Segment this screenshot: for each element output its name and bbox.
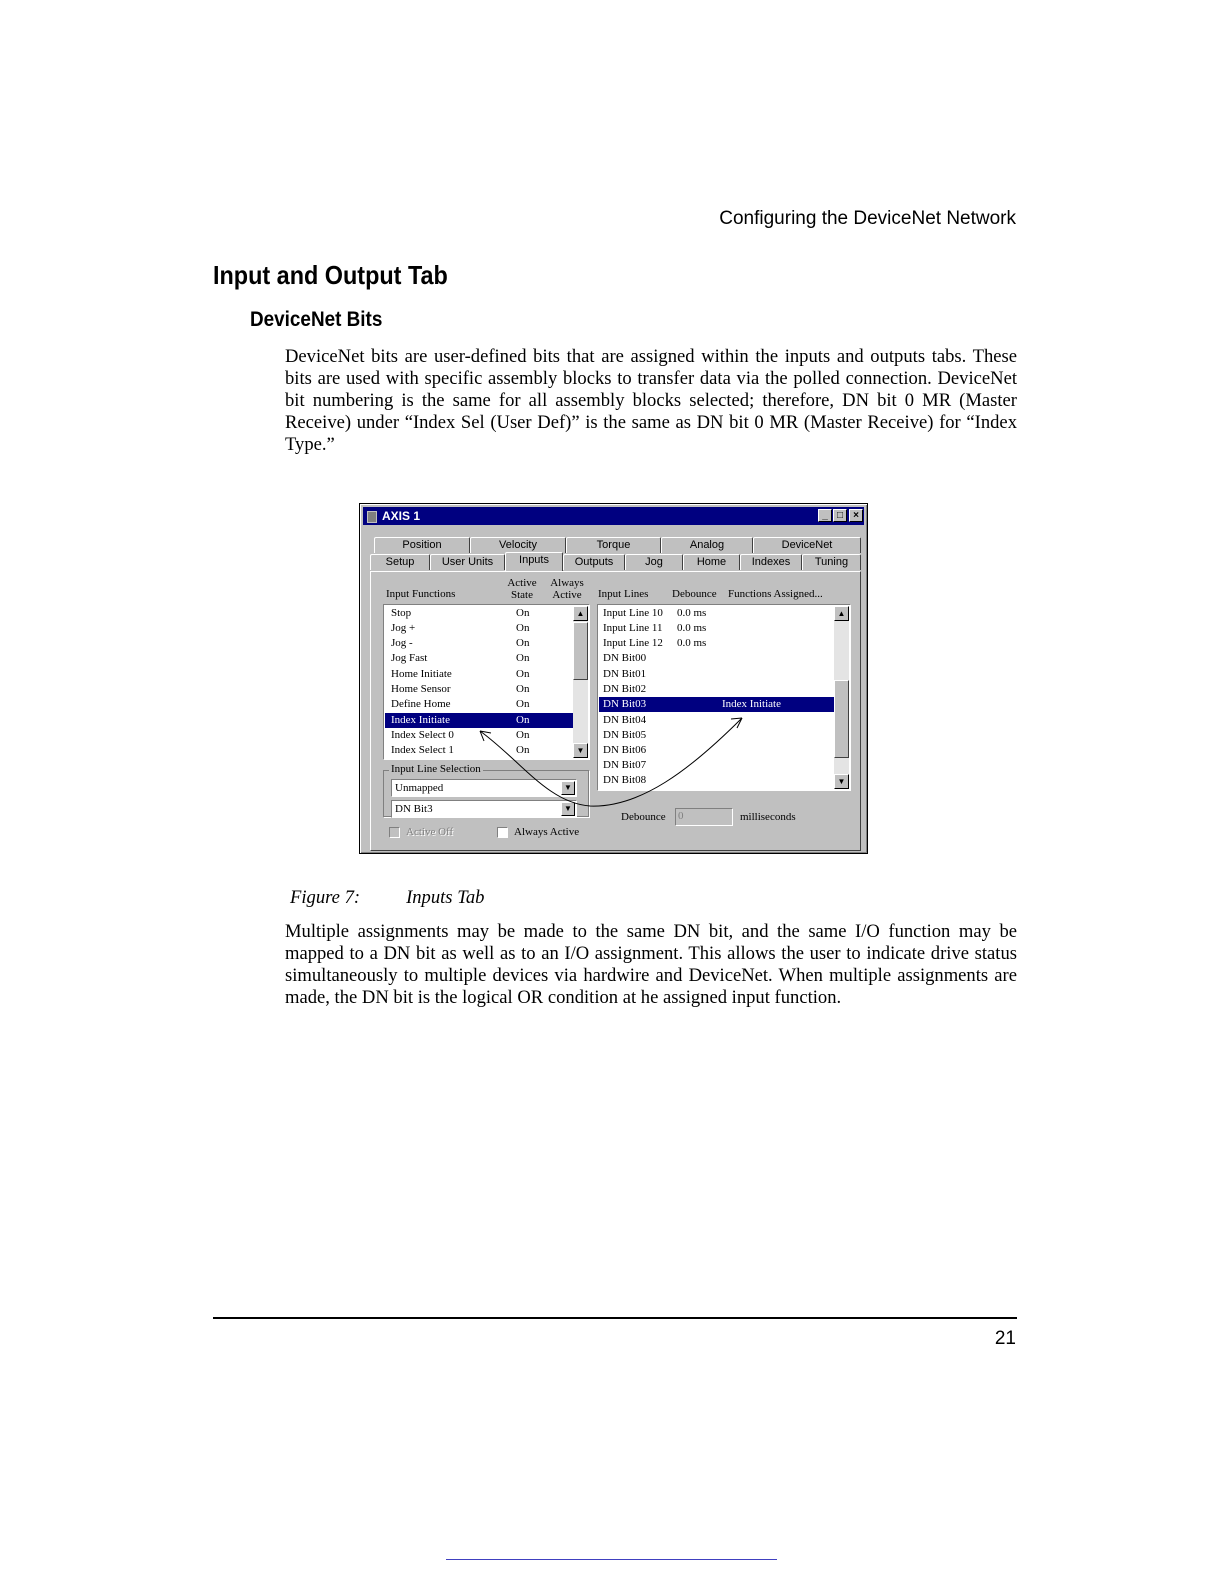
tab-analog[interactable]: Analog <box>661 537 753 553</box>
scroll-thumb[interactable] <box>573 622 588 680</box>
app-icon <box>367 511 377 523</box>
dropdown-arrow-icon[interactable]: ▼ <box>561 802 575 816</box>
list-item[interactable]: DN Bit08 <box>603 774 647 786</box>
dropdown-arrow-icon[interactable]: ▼ <box>561 781 575 795</box>
debounce-input[interactable]: 0 <box>675 808 733 826</box>
scroll-up-icon[interactable]: ▲ <box>573 606 588 621</box>
list-item-selected[interactable]: DN Bit03 Index Initiate <box>599 697 835 712</box>
input-lines-header: Input Lines <box>598 588 649 600</box>
list-item[interactable]: Stop On <box>391 607 530 619</box>
list-item[interactable]: Input Line 10 0.0 ms <box>603 607 707 619</box>
list-item[interactable]: Jog + On <box>391 622 530 634</box>
active-state-header: Active State <box>507 577 537 601</box>
close-icon[interactable]: × <box>849 509 863 522</box>
page-number: 21 <box>994 1328 1016 1349</box>
list-item[interactable]: DN Bit02 <box>603 683 647 695</box>
tab-devicenet[interactable]: DeviceNet <box>753 537 861 553</box>
maximize-icon[interactable]: □ <box>833 509 847 522</box>
list-item[interactable]: Home Sensor On <box>391 683 530 695</box>
active-off-label: Active Off <box>406 826 454 838</box>
left-list-scrollbar[interactable] <box>573 606 588 758</box>
input-functions-header: Input Functions <box>386 588 456 600</box>
tab-outputs[interactable]: Outputs <box>563 554 625 570</box>
list-item[interactable]: DN Bit04 <box>603 714 647 726</box>
mapping-combo[interactable]: Unmapped ▼ <box>391 779 577 797</box>
scroll-down-icon[interactable]: ▼ <box>573 743 588 758</box>
figure-label: Figure 7: <box>290 887 361 908</box>
group-label: Input Line Selection <box>391 763 481 775</box>
intro-paragraph: DeviceNet bits are user-defined bits that are assigned within the inputs and outputs tabs. These bits are used with specific assembly blocks to transfer data via the polled connection. DeviceNet bit numbering is the same for all assembly blocks selected; therefore, DN bit 0 MR (Master Receive) under “Index Sel (User Def)” is the same as DN bit 0 MR (Master Receive) for “Index Type.” <box>285 346 1017 455</box>
footer-rule <box>213 1317 1017 1319</box>
scroll-down-icon[interactable]: ▼ <box>834 774 849 789</box>
dialog-title: AXIS 1 <box>382 509 421 523</box>
list-item[interactable]: Jog Fast On <box>391 652 530 664</box>
list-item[interactable]: DN Bit00 <box>603 652 647 664</box>
debounce-units: milliseconds <box>740 811 796 823</box>
list-item[interactable]: Home Initiate On <box>391 668 530 680</box>
active-off-checkbox[interactable] <box>389 827 400 838</box>
subsection-heading: DeviceNet Bits <box>250 308 383 331</box>
list-item[interactable]: Input Line 11 0.0 ms <box>603 622 707 634</box>
figure-caption <box>290 887 484 909</box>
debounce-header: Debounce <box>672 588 717 600</box>
dn-bit-combo[interactable]: DN Bit3 ▼ <box>391 800 577 818</box>
debounce-label: Debounce <box>621 811 666 823</box>
tab-velocity[interactable]: Velocity <box>470 537 566 553</box>
body-paragraph: Multiple assignments may be made to the same DN bit, and the same I/O function may be mapped to a DN bit as well as to an I/O assignment. This allows the user to indicate drive status simultaneously to multiple devices via hardwire and DeviceNet. When multiple assignments are made, the DN bit is the logical OR condition at he assigned input function. <box>285 921 1017 1008</box>
list-item[interactable]: Index Select 0 On <box>391 729 530 741</box>
list-item[interactable]: Index Select 1 On <box>391 744 530 756</box>
always-active-header: Always Active <box>550 577 584 601</box>
bottom-divider <box>446 1559 777 1560</box>
tab-torque[interactable]: Torque <box>566 537 661 553</box>
tab-jog[interactable]: Jog <box>625 554 683 570</box>
running-header: Configuring the DeviceNet Network <box>719 208 1016 229</box>
list-item[interactable]: DN Bit05 <box>603 729 647 741</box>
list-item[interactable]: DN Bit07 <box>603 759 647 771</box>
list-item[interactable]: Input Line 12 0.0 ms <box>603 637 707 649</box>
scroll-thumb[interactable] <box>834 680 849 758</box>
tab-tuning[interactable]: Tuning <box>802 554 861 570</box>
section-heading: Input and Output Tab <box>213 260 448 290</box>
tab-position[interactable]: Position <box>374 537 470 553</box>
scroll-up-icon[interactable]: ▲ <box>834 606 849 621</box>
list-item[interactable]: Define Home On <box>391 698 530 710</box>
always-active-label: Always Active <box>514 826 580 838</box>
tab-indexes[interactable]: Indexes <box>740 554 802 570</box>
tab-user-units[interactable]: User Units <box>430 554 505 570</box>
list-item[interactable]: Jog - On <box>391 637 530 649</box>
dialog-titlebar <box>363 507 864 525</box>
right-list-scrollbar[interactable] <box>834 606 849 789</box>
always-active-checkbox[interactable] <box>497 827 508 838</box>
list-item[interactable]: DN Bit06 <box>603 744 647 756</box>
figure-title: Inputs Tab <box>406 887 485 908</box>
tab-setup[interactable]: Setup <box>370 554 430 570</box>
minimize-icon[interactable]: _ <box>818 509 832 522</box>
list-item-selected[interactable]: Index Initiate On <box>385 713 574 728</box>
input-lines-list[interactable] <box>597 604 851 791</box>
tab-home[interactable]: Home <box>683 554 740 570</box>
input-functions-list[interactable] <box>383 604 590 760</box>
list-item[interactable]: DN Bit01 <box>603 668 647 680</box>
tab-inputs[interactable]: Inputs <box>505 552 563 571</box>
functions-assigned-header: Functions Assigned... <box>728 588 823 600</box>
